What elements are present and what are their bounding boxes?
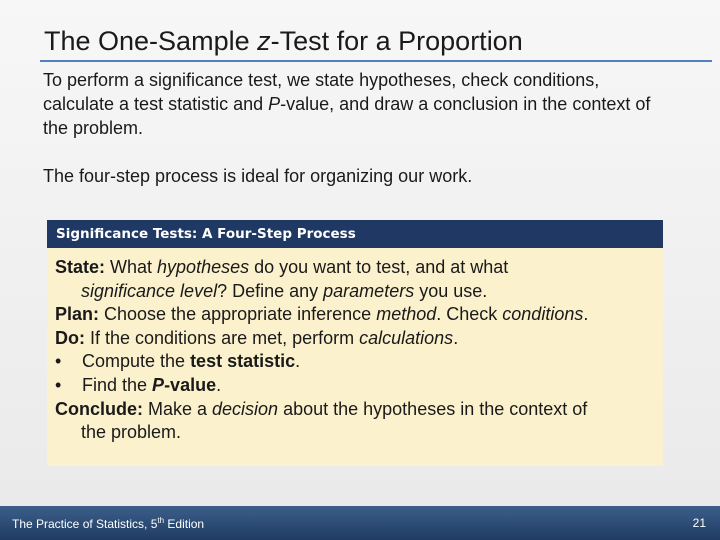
- state-text: do you want to test, and at what: [249, 257, 509, 277]
- do-text: If the conditions are met, perform: [85, 327, 360, 348]
- footer-superscript: th: [157, 516, 165, 525]
- slide-title: [44, 26, 684, 57]
- footer-text: Edition: [164, 517, 205, 531]
- title-text-end: -Test for a Proportion: [270, 26, 523, 56]
- conclude-line-2: the problem.: [81, 422, 182, 443]
- title-italic-z: z: [257, 26, 271, 56]
- plan-italic: method: [376, 304, 437, 325]
- state-text: you use.: [414, 280, 488, 301]
- do-italic: calculations: [359, 327, 454, 348]
- state-text: What: [105, 257, 158, 277]
- conclude-text: Make a: [143, 398, 213, 419]
- intro-paragraph-1: [43, 68, 673, 140]
- conclude-label: Conclude:: [55, 398, 143, 419]
- state-italic: hypotheses: [157, 257, 250, 277]
- bullet-text: Find the: [82, 374, 153, 395]
- plan-italic: conditions: [502, 304, 584, 325]
- plan-line: [55, 303, 663, 327]
- do-text: .: [453, 327, 459, 348]
- state-line: [55, 256, 663, 280]
- page-number: 21: [692, 516, 706, 530]
- title-text: The One-Sample: [44, 26, 258, 56]
- state-italic: significance level: [81, 280, 218, 301]
- footer-book-title: [12, 516, 204, 531]
- plan-text: Choose the appropriate inference: [99, 304, 377, 325]
- bullet: •: [55, 374, 62, 395]
- bullet-text: .: [295, 351, 301, 372]
- intro-p1-text-end: -value, and draw a conclusion in the context of the problem.: [43, 94, 651, 138]
- conclude-text: about the hypotheses in the context of: [278, 398, 588, 419]
- state-line-2: [55, 280, 663, 304]
- bullet-text: Compute the: [82, 351, 191, 372]
- plan-text: . Check: [436, 304, 503, 325]
- plan-text: .: [583, 304, 589, 325]
- intro-paragraph-2: The four-step process is ideal for organizing our work.: [43, 166, 473, 186]
- do-line: [55, 327, 663, 351]
- bullet-bold: -value: [164, 374, 217, 395]
- state-italic: parameters: [323, 280, 415, 301]
- four-step-process-box: [47, 220, 663, 466]
- box-body: [47, 248, 663, 445]
- state-label: State:: [55, 257, 106, 277]
- intro-text: [43, 68, 673, 188]
- conclude-italic: decision: [212, 398, 279, 419]
- bullet-bold-italic: P: [152, 374, 165, 395]
- plan-label: Plan:: [55, 304, 100, 325]
- do-label: Do:: [55, 327, 85, 348]
- bullet-test-statistic: [55, 350, 663, 374]
- intro-p1-text: To perform a significance test, we state hypotheses, check conditions, calculate a test statistic and: [43, 70, 600, 114]
- conclude-line: [55, 398, 663, 422]
- box-header: Significance Tests: A Four-Step Process: [47, 220, 663, 248]
- bullet-bold: test statistic: [190, 351, 296, 372]
- bullet-p-value: [55, 374, 663, 398]
- intro-p1-italic: P: [268, 94, 281, 114]
- bullet-text: .: [216, 374, 222, 395]
- paragraph-gap: [43, 140, 673, 164]
- footer-text: The Practice of Statistics, 5: [12, 517, 158, 531]
- bullet: •: [55, 351, 62, 372]
- slide-footer: [0, 506, 720, 540]
- state-text: ? Define any: [217, 280, 324, 301]
- title-underline: [40, 60, 712, 62]
